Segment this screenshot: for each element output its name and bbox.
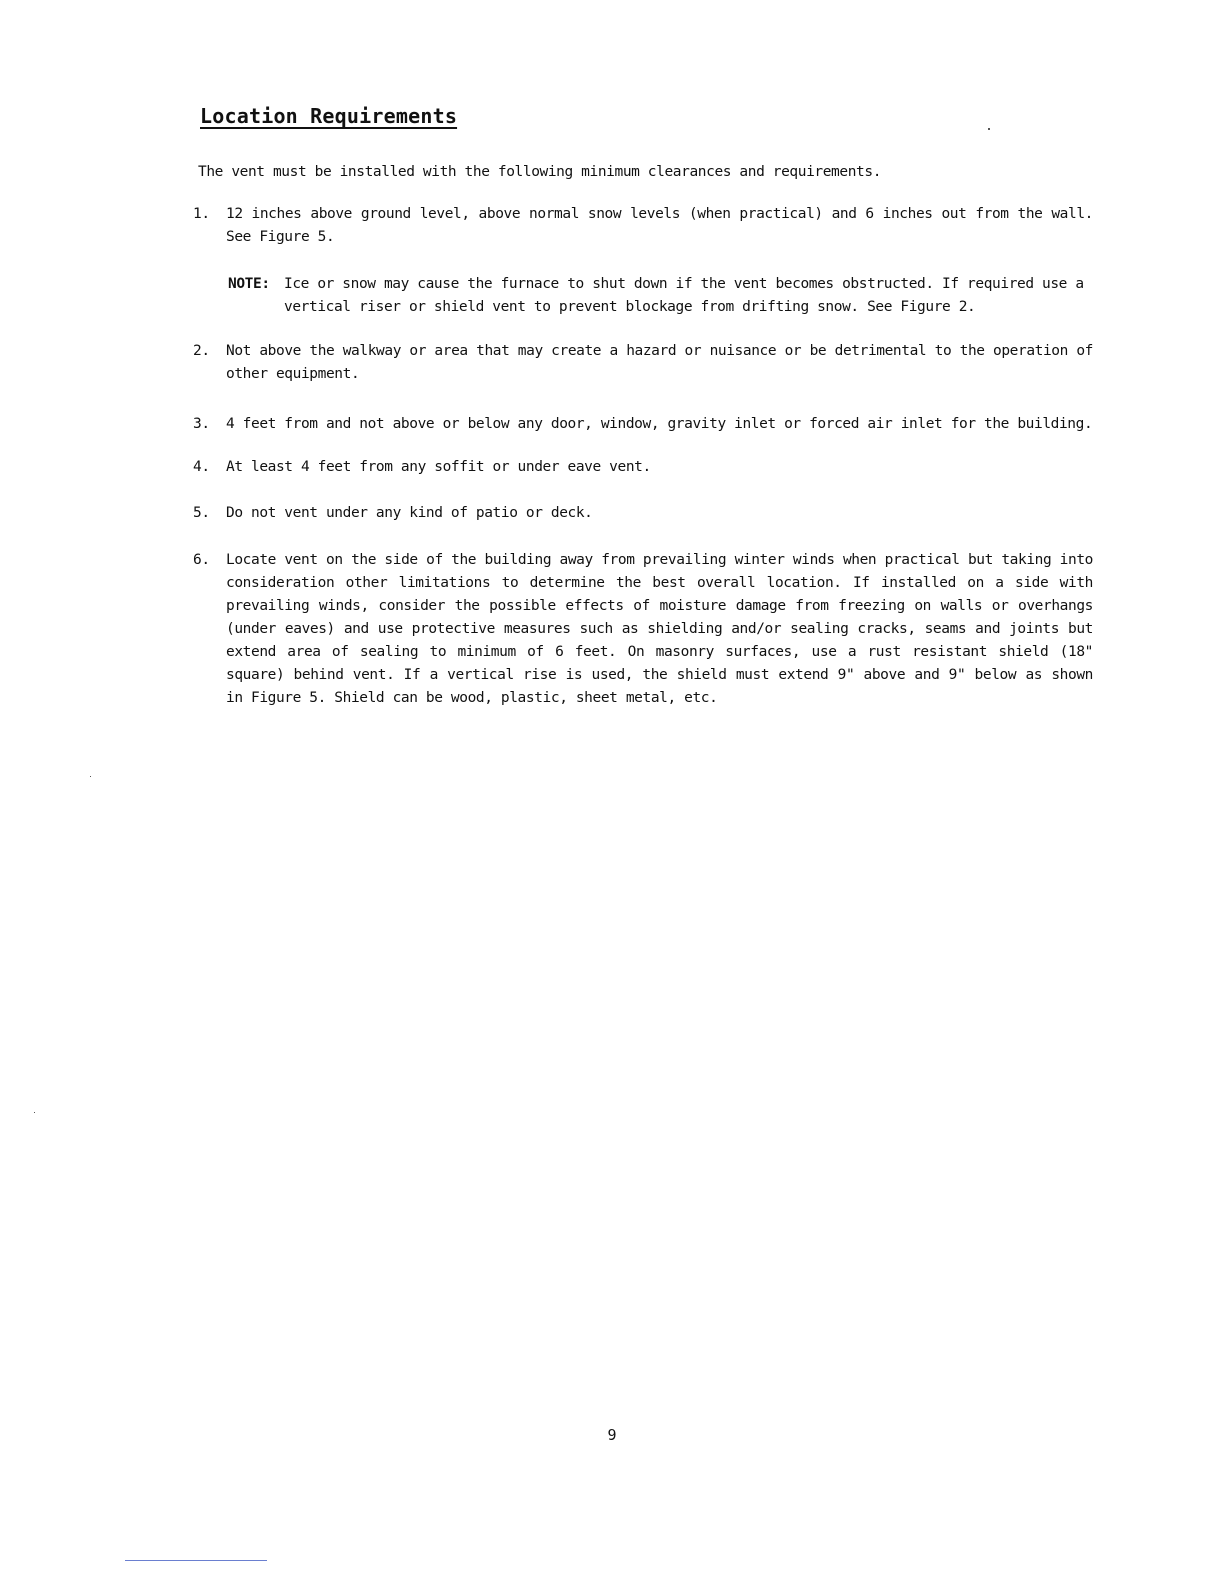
list-item — [193, 340, 1093, 386]
note-block — [228, 273, 1094, 319]
list-item-number: 4. — [193, 459, 210, 475]
list-item-number: 1. — [193, 206, 210, 222]
list-item — [193, 549, 1093, 710]
scan-speck — [988, 128, 990, 130]
intro-paragraph: The vent must be installed with the following minimum clearances and requirements. — [198, 164, 882, 180]
scan-speck — [90, 776, 91, 777]
list-item-number: 6. — [193, 552, 210, 568]
list-item-text: At least 4 feet from any soffit or under eave vent. — [226, 459, 651, 475]
list-item-text: Locate vent on the side of the building away from prevailing winter winds when practical but taking into consideration other limitations to determine the best overall location. If installed on a side with prevailing winds, consider the possible effects of moisture damage from freezing on walls or overhangs (under eaves) and use protective measures such as shielding and/or sealing cracks, seams and joints but extend area of sealing to minimum of 6 feet. On masonry surfaces, use a rust resistant shield (18" square) behind vent. If a vertical rise is used, the shield must extend 9" above and 9" below as shown in Figure 5. Shield can be wood, plastic, sheet metal, etc. — [226, 552, 1093, 706]
note-text: Ice or snow may cause the furnace to shut down if the vent becomes obstructed. If required use a vertical riser or shield vent to prevent blockage from drifting snow. See Figure 2. — [284, 276, 1084, 315]
list-item-number: 5. — [193, 505, 210, 521]
list-item — [193, 413, 1093, 436]
list-item-text: 4 feet from and not above or below any door, window, gravity inlet or forced air inlet for the building. — [226, 416, 1093, 432]
list-item-text: 12 inches above ground level, above normal snow levels (when practical) and 6 inches out from the wall. See Figure 5. — [226, 206, 1093, 245]
note-label: NOTE: — [228, 276, 270, 292]
section-heading: Location Requirements — [200, 104, 458, 128]
footer-rule — [125, 1560, 267, 1561]
page-number: 9 — [607, 1426, 617, 1444]
scan-speck — [34, 1112, 35, 1113]
list-item-text: Do not vent under any kind of patio or deck. — [226, 505, 593, 521]
list-item — [193, 502, 1093, 525]
list-item — [193, 456, 1093, 479]
list-item-text: Not above the walkway or area that may create a hazard or nuisance or be detrimental to the operation of other equipment. — [226, 343, 1093, 382]
list-item-number: 3. — [193, 416, 210, 432]
list-item — [193, 203, 1093, 249]
list-item-number: 2. — [193, 343, 210, 359]
